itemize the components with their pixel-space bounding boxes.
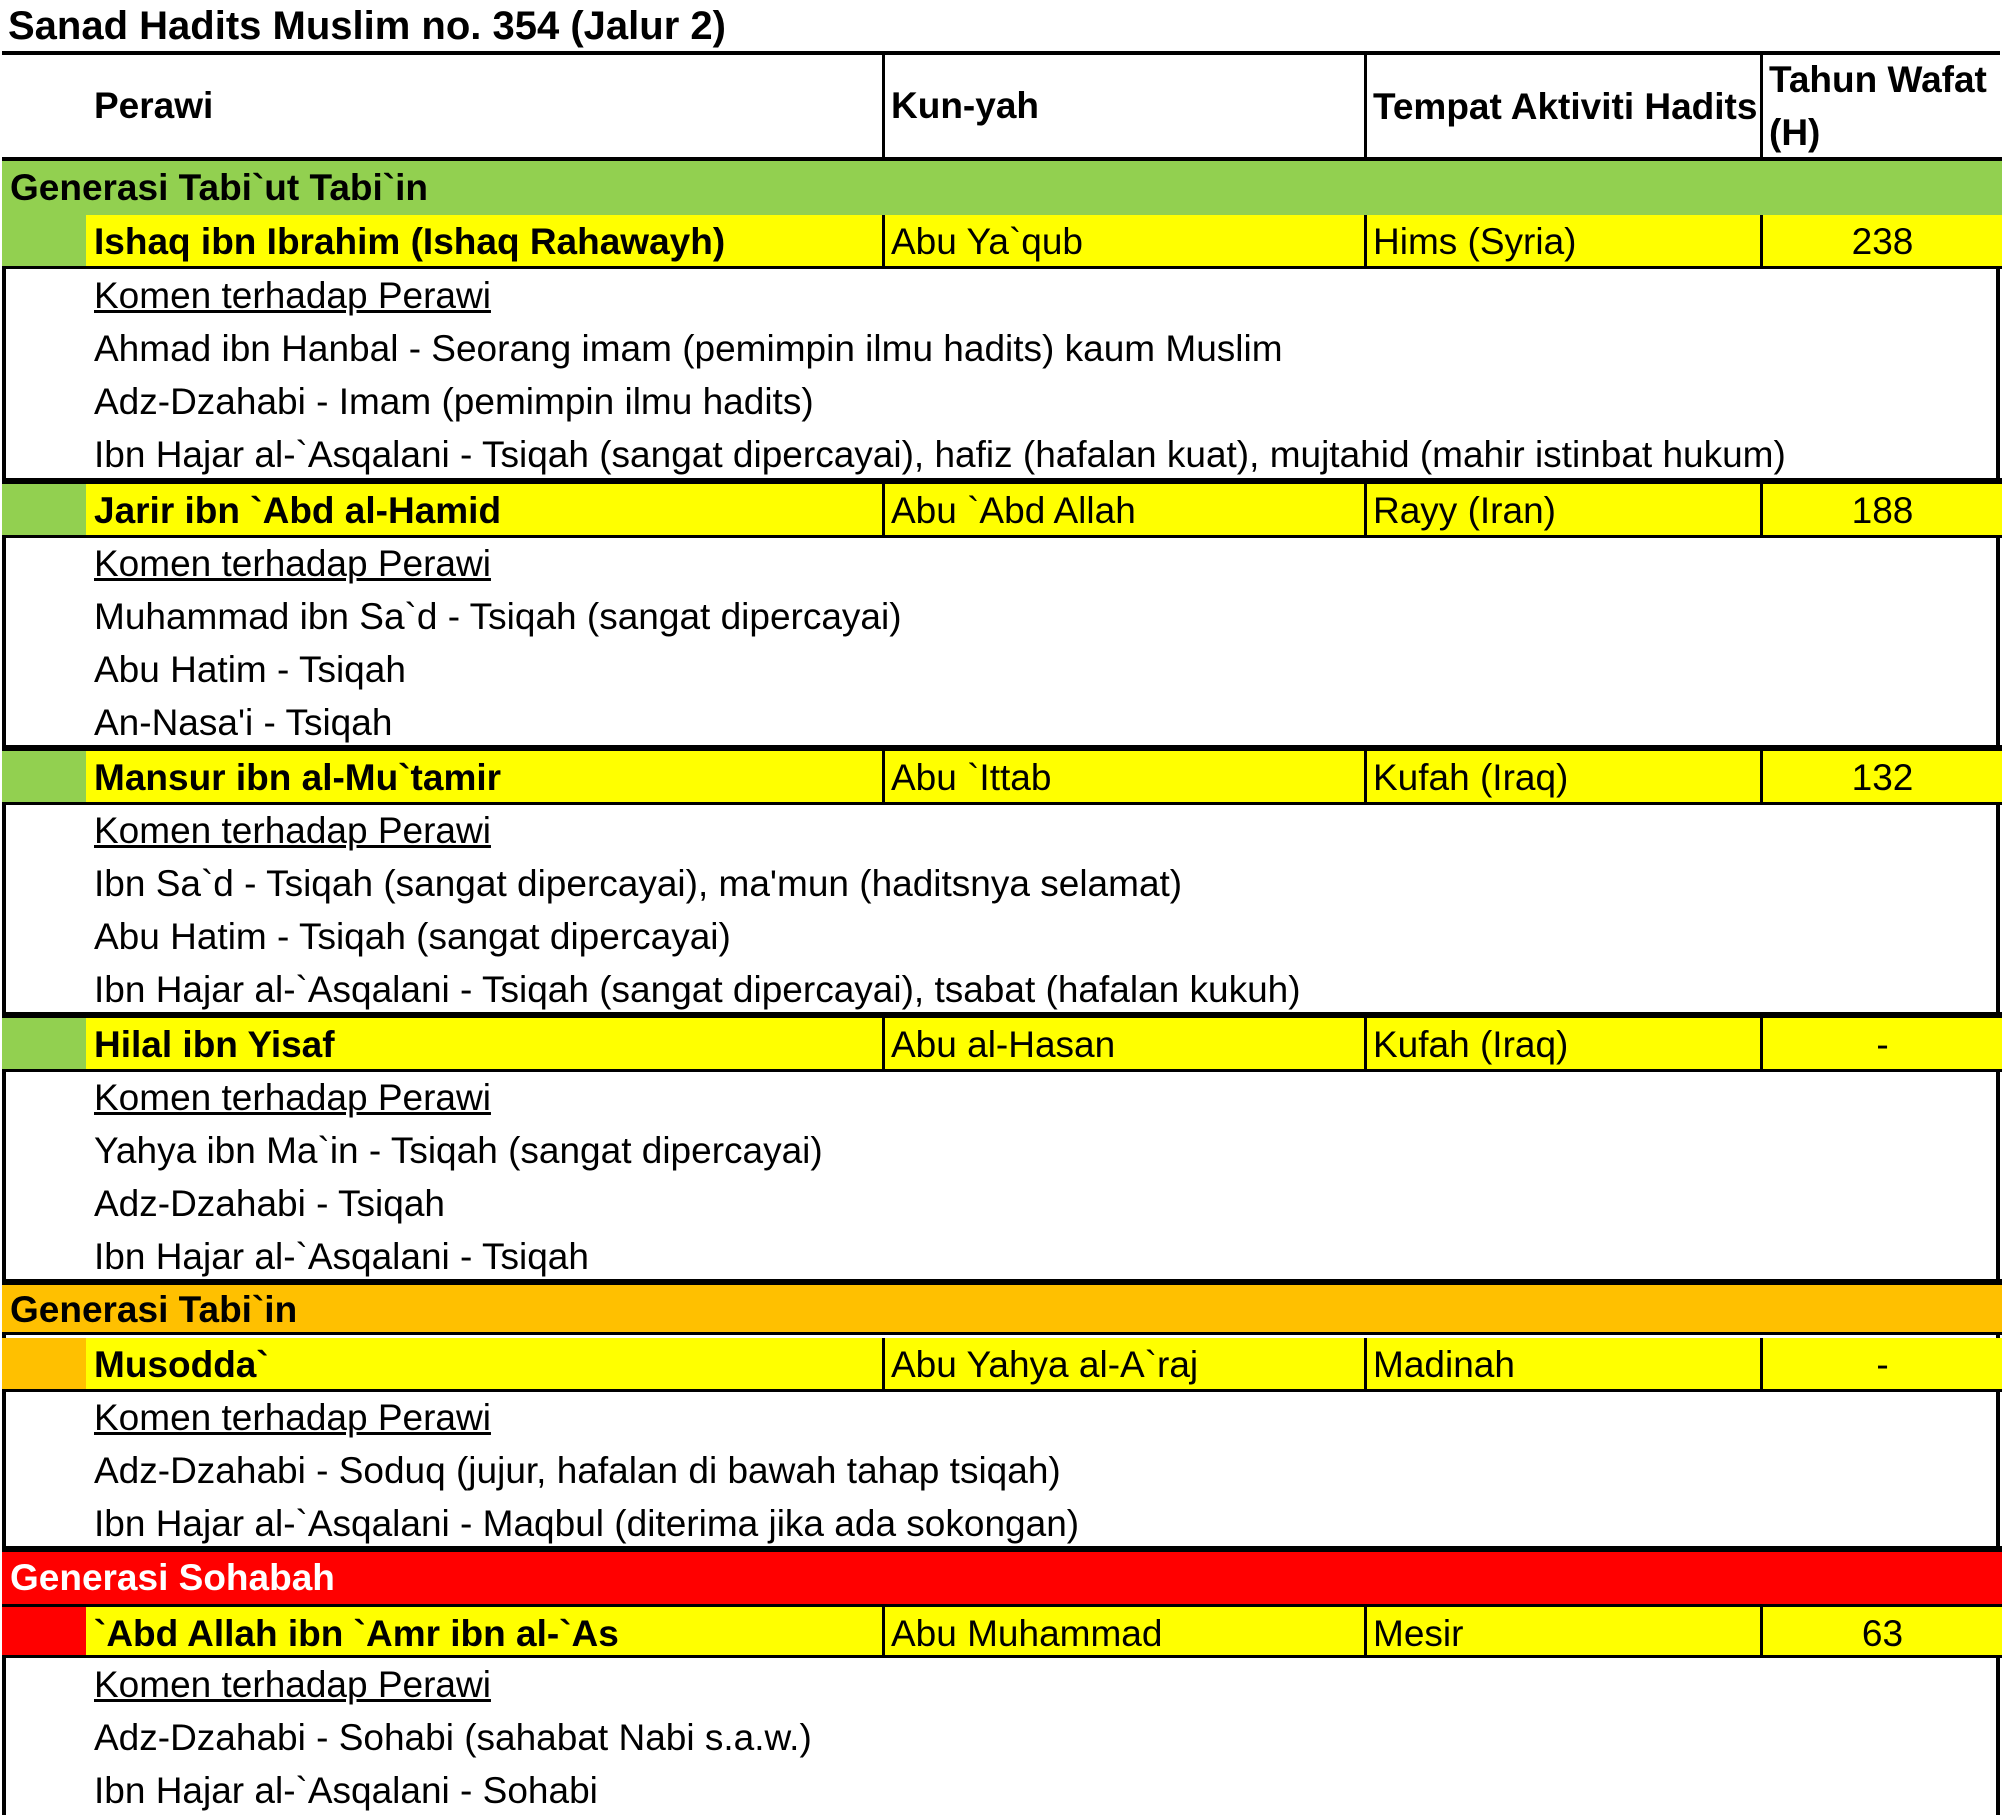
generation-bar-tabiin: Generasi Tabi`in bbox=[2, 1285, 2002, 1335]
narrator-kunyah: Abu `Abd Allah bbox=[882, 484, 1364, 535]
narrator-row bbox=[2, 1604, 2002, 1658]
generation-swatch bbox=[2, 1607, 86, 1655]
generation-swatch bbox=[2, 1018, 86, 1069]
generation-bar-tabi-ut-tabiin: Generasi Tabi`ut Tabi`in bbox=[2, 161, 2002, 215]
narrator-kunyah: Abu Yahya al-A`raj bbox=[882, 1338, 1364, 1389]
header-tempat: Tempat Aktiviti Hadits bbox=[1364, 55, 1764, 157]
narrator-tempat: Kufah (Iraq) bbox=[1364, 751, 1760, 802]
comment-line: Ibn Hajar al-`Asqalani - Tsiqah (sangat dipercayai), tsabat (hafalan kukuh) bbox=[94, 969, 1301, 1010]
narrator-row bbox=[2, 1018, 2002, 1072]
narrator-tempat: Madinah bbox=[1364, 1338, 1760, 1389]
narrator-row bbox=[2, 484, 2002, 538]
comment-line: An-Nasa'i - Tsiqah bbox=[94, 702, 393, 743]
narrator-kunyah: Abu Muhammad bbox=[882, 1607, 1364, 1655]
generation-swatch bbox=[2, 751, 86, 802]
comment-line: Adz-Dzahabi - Sohabi (sahabat Nabi s.a.w.) bbox=[94, 1717, 812, 1758]
narrator-name: `Abd Allah ibn `Amr ibn al-`As bbox=[94, 1613, 619, 1654]
comment-line: Ibn Hajar al-`Asqalani - Sohabi bbox=[94, 1770, 598, 1811]
comment-heading: Komen terhadap Perawi bbox=[94, 1664, 491, 1705]
generation-swatch bbox=[2, 484, 86, 535]
narrator-name: Jarir ibn `Abd al-Hamid bbox=[94, 490, 502, 531]
table-header bbox=[2, 55, 2002, 161]
generation-bar-sohabah: Generasi Sohabah bbox=[2, 1552, 2002, 1604]
comment-line: Abu Hatim - Tsiqah (sangat dipercayai) bbox=[94, 916, 731, 957]
comment-heading: Komen terhadap Perawi bbox=[94, 543, 491, 584]
page-title: Sanad Hadits Muslim no. 354 (Jalur 2) bbox=[8, 4, 726, 48]
narrator-kunyah: Abu al-Hasan bbox=[882, 1018, 1364, 1069]
header-tahun: Tahun Wafat (H) bbox=[1760, 55, 2000, 157]
narrator-tahun: - bbox=[1760, 1338, 2002, 1389]
comment-line: Ibn Hajar al-`Asqalani - Tsiqah (sangat dipercayai), hafiz (hafalan kuat), mujtahid (mahir istinbat hukum) bbox=[94, 434, 1786, 475]
narrator-tahun: 63 bbox=[1760, 1607, 2002, 1655]
narrator-tempat: Rayy (Iran) bbox=[1364, 484, 1760, 535]
comment-heading: Komen terhadap Perawi bbox=[94, 810, 491, 851]
narrator-tempat: Mesir bbox=[1364, 1607, 1760, 1655]
narrator-tahun: - bbox=[1760, 1018, 2002, 1069]
narrator-tahun: 188 bbox=[1760, 484, 2002, 535]
narrator-tempat: Hims (Syria) bbox=[1364, 215, 1760, 266]
narrator-row bbox=[2, 751, 2002, 805]
comment-heading: Komen terhadap Perawi bbox=[94, 1077, 491, 1118]
narrator-name: Musodda` bbox=[94, 1344, 269, 1385]
narrator-tahun: 238 bbox=[1760, 215, 2002, 266]
comment-line: Muhammad ibn Sa`d - Tsiqah (sangat dipercayai) bbox=[94, 596, 902, 637]
narrator-name: Hilal ibn Yisaf bbox=[94, 1024, 335, 1065]
comment-line: Ibn Hajar al-`Asqalani - Maqbul (diterima jika ada sokongan) bbox=[94, 1503, 1080, 1544]
narrator-tahun: 132 bbox=[1760, 751, 2002, 802]
header-perawi: Perawi bbox=[94, 85, 214, 126]
narrator-row bbox=[2, 215, 2002, 269]
narrator-kunyah: Abu `Ittab bbox=[882, 751, 1364, 802]
comment-line: Abu Hatim - Tsiqah bbox=[94, 649, 406, 690]
comment-line: Adz-Dzahabi - Soduq (jujur, hafalan di bawah tahap tsiqah) bbox=[94, 1450, 1061, 1491]
comment-heading: Komen terhadap Perawi bbox=[94, 275, 491, 316]
comment-line: Adz-Dzahabi - Tsiqah bbox=[94, 1183, 445, 1224]
narrator-kunyah: Abu Ya`qub bbox=[882, 215, 1364, 266]
narrator-name: Ishaq ibn Ibrahim (Ishaq Rahawayh) bbox=[94, 221, 726, 262]
narrator-row bbox=[2, 1338, 2002, 1392]
narrator-tempat: Kufah (Iraq) bbox=[1364, 1018, 1760, 1069]
generation-swatch bbox=[2, 215, 86, 266]
narrator-name: Mansur ibn al-Mu`tamir bbox=[94, 757, 502, 798]
comment-line: Adz-Dzahabi - Imam (pemimpin ilmu hadits) bbox=[94, 381, 814, 422]
header-kunyah: Kun-yah bbox=[882, 55, 1039, 157]
comment-line: Yahya ibn Ma`in - Tsiqah (sangat dipercayai) bbox=[94, 1130, 823, 1171]
generation-swatch bbox=[2, 1338, 86, 1389]
comment-heading: Komen terhadap Perawi bbox=[94, 1397, 491, 1438]
comment-line: Ibn Sa`d - Tsiqah (sangat dipercayai), ma'mun (haditsnya selamat) bbox=[94, 863, 1183, 904]
comment-line: Ahmad ibn Hanbal - Seorang imam (pemimpin ilmu hadits) kaum Muslim bbox=[94, 328, 1283, 369]
comment-line: Ibn Hajar al-`Asqalani - Tsiqah bbox=[94, 1236, 589, 1277]
